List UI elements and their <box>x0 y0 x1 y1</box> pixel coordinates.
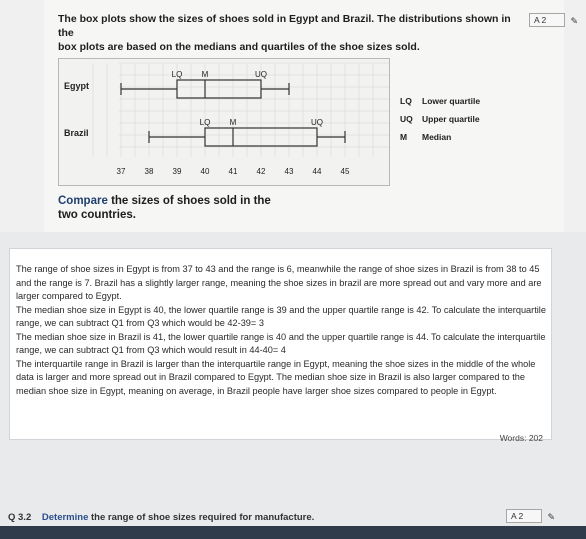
marks-badge <box>529 13 578 27</box>
answer-paragraph-2: The median shoe size in Egypt is 40, the lower quartile range is 39 and the upper quartile range is 42. To calculate the interquartile range, we can subtract Q1 from Q3 which would be 42-39= 3 <box>16 304 546 328</box>
next-question <box>8 512 314 523</box>
row-label-egypt: Egypt <box>64 81 90 91</box>
answer-textarea[interactable] <box>9 248 552 443</box>
compare-line-2: two countries. <box>58 209 136 221</box>
tick-label: 38 <box>144 167 154 176</box>
egypt-lq-label: LQ <box>171 70 183 79</box>
pencil-icon: ✎ <box>547 512 555 522</box>
legend-text: Upper quartile <box>422 114 480 124</box>
next-marks-badge <box>506 509 555 523</box>
tick-label: 40 <box>200 167 210 176</box>
legend-abbr: M <box>400 132 408 142</box>
egypt-uq-label: UQ <box>255 70 267 79</box>
legend-text: Median <box>422 132 452 142</box>
answer-paragraph-4: The interquartile range in Brazil is larger than the interquartile range in Egypt, meaning the shoe sizes in the middle of the whole data is larger and more spread out in Brazil compared to Egypt. The median shoe size in Brazil is also larger compared to the median shoe size in Egypt, meaning on average, in Brazil people have larger shoe sizes compared to people in Egypt. <box>16 358 536 396</box>
box-plot-svg <box>59 59 391 187</box>
brazil-median-label: M <box>229 118 237 127</box>
question-line-1: The box plots show the sizes of shoes sold in Egypt and Brazil. The distributions shown in the <box>58 13 511 39</box>
axis-ticks <box>117 167 350 176</box>
answer-paragraph-1: The range of shoe sizes in Egypt is from 37 to 43 and the range is 6, meanwhile the range of shoe sizes in Brazil is from 38 to 45 and the range is 7. Brazil has a slightly larger range, meaning the shoe sizes in brazil are more spread out and vary more and are larger compared to Egypt. <box>16 264 542 301</box>
word-count: Words: 202 <box>499 433 543 443</box>
tick-label: 45 <box>340 167 350 176</box>
tick-label: 43 <box>284 167 294 176</box>
tick-label: 41 <box>228 167 238 176</box>
question-number: Q 3.2 <box>8 512 32 523</box>
bottom-bar <box>0 526 586 539</box>
legend-abbr: LQ <box>400 96 412 106</box>
row-label-brazil: Brazil <box>64 128 89 138</box>
chart-legend <box>400 96 480 150</box>
legend-abbr: UQ <box>400 114 413 124</box>
tick-label: 44 <box>312 167 322 176</box>
legend-item-median <box>400 132 480 150</box>
compare-rest: the sizes of shoes sold in the <box>111 195 271 207</box>
answer-paragraph-3: The median shoe size in Brazil is 41, the lower quartile range is 40 and the upper quartile range is 44. To calculate the interquartile range, we can subtract Q1 from Q3 which would result in 44-40= 4 <box>16 331 546 355</box>
question-rest: the range of shoe sizes required for manufacture. <box>91 512 315 523</box>
legend-item-uq <box>400 114 480 132</box>
compare-prompt <box>58 194 318 222</box>
question-line-2: box plots are based on the medians and quartiles of the shoe sizes sold. <box>58 41 420 53</box>
tick-label: 37 <box>116 167 126 176</box>
compare-keyword: Compare <box>58 195 108 207</box>
brazil-uq-label: UQ <box>311 118 323 127</box>
question-text <box>58 12 518 54</box>
tick-label: 42 <box>256 167 266 176</box>
question-keyword: Determine <box>41 512 89 523</box>
legend-text: Lower quartile <box>422 96 481 106</box>
legend-item-lq <box>400 96 480 114</box>
answer-text[interactable] <box>16 263 549 398</box>
tick-label: 39 <box>172 167 182 176</box>
pencil-icon: ✎ <box>570 16 578 26</box>
marks-label: A 2 <box>511 511 524 521</box>
egypt-median-label: M <box>201 70 209 79</box>
brazil-lq-label: LQ <box>199 118 211 127</box>
marks-label: A 2 <box>534 15 547 25</box>
box-plot-chart <box>58 58 390 186</box>
